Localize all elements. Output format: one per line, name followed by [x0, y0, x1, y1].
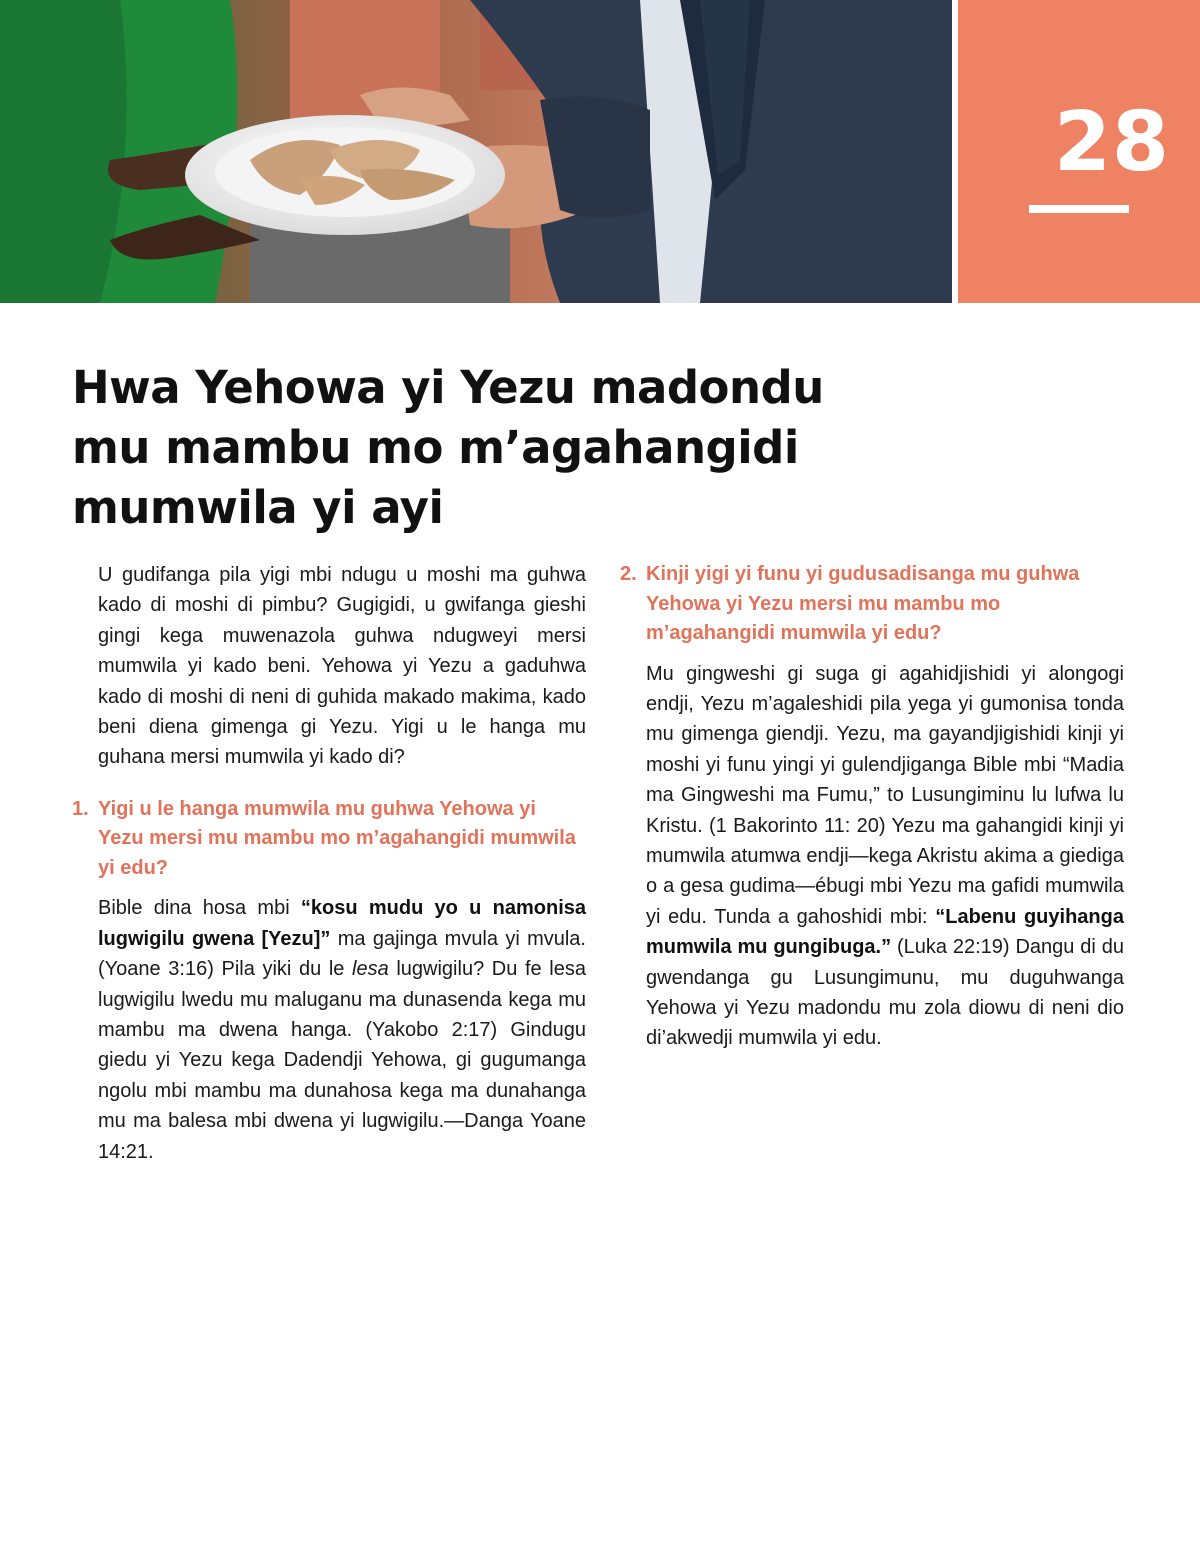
- answer-2-paragraph: [620, 659, 1124, 1054]
- question-1-number: 1.: [72, 797, 89, 820]
- question-2-text: Kinji yigi yi funu yi gudusadisanga mu guhwa Yehowa yi Yezu mersi mu mambu mo m’agahangidi mumwila yi edu?: [646, 563, 1080, 644]
- lesson-title: Hwa Yehowa yi Yezu madondu mu mambu mo m’agahangidi mumwila yi ayi: [72, 361, 824, 534]
- answer-1-paragraph: [72, 893, 586, 1167]
- intro-paragraph: U gudifanga pila yigi mbi ndugu u moshi ma guhwa kado di moshi di pimbu? Gugigidi, u gwifanga gieshi gingi kega muwenazola guhwa ndugweyi mersi mumwila yi kado beni. Yehowa yi Yezu a gaduhwa kado di moshi di neni di guhida makado makima, kado beni diena gimenga gi Yezu. Yigi u le hanga mu guhana mersi mumwila yi kado di?: [98, 564, 586, 769]
- answer-2-quote: “Labenu guyihanga mumwila mu gungibuga.”: [646, 905, 1124, 959]
- lesson-number: 28: [1053, 95, 1170, 190]
- answer-1-emphasis: lesa: [352, 958, 389, 981]
- answer-1-text-c: lugwigilu? Du fe lesa lugwigilu lwedu mu maluganu ma dunasenda kega mu mambu ma dwena hanga. (Yakobo 2:17) Gindugu giedu yi Yezu kega Dadendji Yehowa, gi gugumanga ngolu mbi mambu ma dunahosa kega ma dunahanga mu ma balesa mbi dwena yi lugwigilu.—Danga Yoane 14:21.: [98, 958, 586, 1163]
- question-1-text: Yigi u le hanga mumwila mu guhwa Yehowa yi Yezu mersi mu mambu mo m’agahangidi mumwila yi edu?: [98, 797, 576, 879]
- answer-1-quote: “kosu mudu yo u namonisa lugwigilu gwena [Yezu]”: [98, 897, 586, 950]
- question-2-number: 2.: [620, 563, 637, 585]
- answer-2-text-a: Mu gingweshi gi suga gi agahidjishidi yi alongogi endji, Yezu m’agaleshidi pila yega yi gumonisa tonda mu gimenga giendji. Yezu, ma gayandjigishidi kinji yi moshi yi funu yingi yi gulendjiganga Bible mbi “Madia ma Gingweshi ma Fumu,” to Lusungiminu lu lufwa lu Kristu. (1 Bakorinto 11: 20) Yezu ma gahangidi kinji yi mumwila atumwa endji—kega Akristu akima a giediga o a gesa gudima—ébugi mbi Yezu ma gafidi mumwila yi edu. Tunda a gahoshidi mbi:: [646, 662, 1124, 928]
- answer-1-text-b: ma gajinga mvula yi mvula. (Yoane 3:16) Pila yiki du le: [98, 927, 586, 981]
- answer-2-text-b: (Luka 22:19) Dangu di du gwendanga gu Lusungimunu, mu duguhwanga Yehowa yi Yezu madondu mu zola diowu di neni dio di’akwedji mumwila yi edu.: [646, 936, 1124, 1050]
- question-2: [620, 560, 1124, 649]
- badge-underline: [1029, 205, 1129, 213]
- question-1: [72, 795, 586, 884]
- right-column: [620, 560, 1124, 1076]
- left-column: [72, 560, 586, 1189]
- lesson-number-badge: [958, 0, 1200, 303]
- answer-1-text-a: Bible dina hosa mbi: [98, 897, 301, 920]
- hero-photo: [0, 0, 952, 303]
